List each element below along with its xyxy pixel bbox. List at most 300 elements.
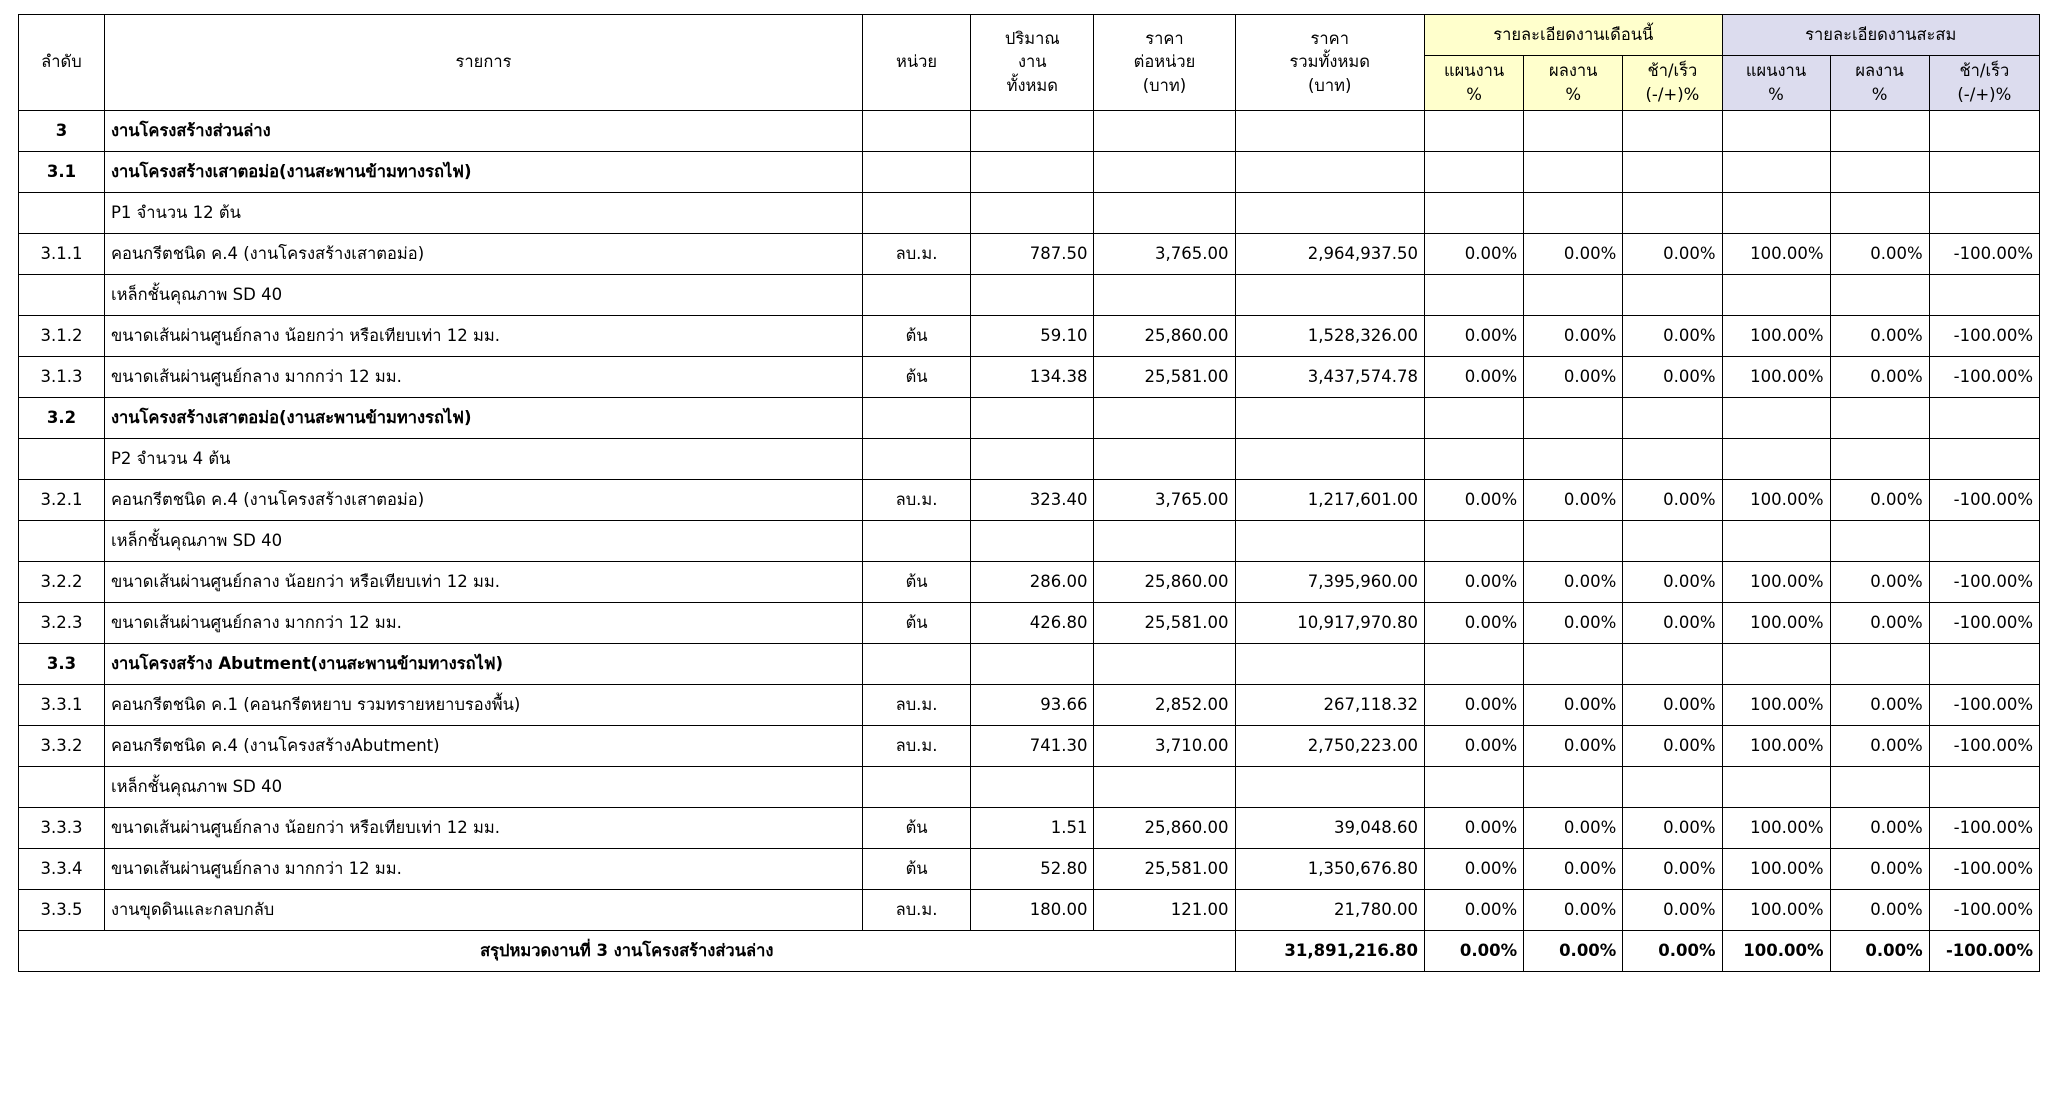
row-cumulative-plan xyxy=(1722,397,1830,438)
row-month-diff: 0.00% xyxy=(1623,807,1722,848)
row-number xyxy=(19,274,105,315)
row-quantity: 134.38 xyxy=(971,356,1094,397)
row-cumulative-plan xyxy=(1722,151,1830,192)
row-description: เหล็กชั้นคุณภาพ SD 40 xyxy=(104,520,862,561)
row-number: 3.3 xyxy=(19,643,105,684)
row-month-diff: 0.00% xyxy=(1623,233,1722,274)
row-cumulative-diff xyxy=(1929,192,2039,233)
row-cumulative-diff xyxy=(1929,397,2039,438)
row-unit-price xyxy=(1094,438,1235,479)
row-month-diff: 0.00% xyxy=(1623,889,1722,930)
header-row-top xyxy=(19,15,2040,56)
row-month-diff: 0.00% xyxy=(1623,479,1722,520)
row-month-plan xyxy=(1425,397,1524,438)
row-cumulative-actual: 0.00% xyxy=(1830,561,1929,602)
row-month-diff: 0.00% xyxy=(1623,356,1722,397)
row-number: 3 xyxy=(19,110,105,151)
row-cumulative-diff xyxy=(1929,643,2039,684)
row-month-diff xyxy=(1623,110,1722,151)
row-quantity xyxy=(971,274,1094,315)
row-number: 3.1.1 xyxy=(19,233,105,274)
row-unit-price: 25,860.00 xyxy=(1094,807,1235,848)
row-total-price: 267,118.32 xyxy=(1235,684,1425,725)
header-col-unit: หน่วย xyxy=(863,15,971,111)
row-total-price xyxy=(1235,438,1425,479)
table-row xyxy=(19,848,2040,889)
header-col-total-price-line2: รวมทั้งหมด xyxy=(1289,52,1370,72)
row-cumulative-diff: -100.00% xyxy=(1929,479,2039,520)
row-description: งานโครงสร้างส่วนล่าง xyxy=(104,110,862,151)
table-row xyxy=(19,397,2040,438)
row-unit: ต้น xyxy=(863,315,971,356)
row-cumulative-plan: 100.00% xyxy=(1722,356,1830,397)
header-cumulative-diff-unit: (-/+)% xyxy=(1957,84,2012,104)
header-cumulative-diff xyxy=(1929,56,2039,111)
row-month-actual: 0.00% xyxy=(1524,479,1623,520)
row-unit: ต้น xyxy=(863,561,971,602)
row-total-price: 21,780.00 xyxy=(1235,889,1425,930)
row-total-price xyxy=(1235,151,1425,192)
row-description: งานโครงสร้างเสาตอม่อ(งานสะพานข้ามทางรถไฟ) xyxy=(104,151,862,192)
row-month-plan xyxy=(1425,438,1524,479)
row-total-price xyxy=(1235,766,1425,807)
row-description: P2 จำนวน 4 ต้น xyxy=(104,438,862,479)
row-cumulative-plan: 100.00% xyxy=(1722,561,1830,602)
header-month-plan-unit: % xyxy=(1466,84,1482,104)
row-unit xyxy=(863,151,971,192)
table-body xyxy=(19,110,2040,930)
row-cumulative-diff xyxy=(1929,438,2039,479)
row-cumulative-diff xyxy=(1929,110,2039,151)
row-month-actual: 0.00% xyxy=(1524,684,1623,725)
row-unit: ต้น xyxy=(863,807,971,848)
summary-month-actual: 0.00% xyxy=(1524,930,1623,971)
row-quantity: 1.51 xyxy=(971,807,1094,848)
row-month-actual: 0.00% xyxy=(1524,233,1623,274)
row-total-price: 2,750,223.00 xyxy=(1235,725,1425,766)
row-number: 3.1 xyxy=(19,151,105,192)
boq-table xyxy=(18,14,2040,972)
row-cumulative-actual: 0.00% xyxy=(1830,848,1929,889)
row-number: 3.3.4 xyxy=(19,848,105,889)
row-number: 3.3.5 xyxy=(19,889,105,930)
row-total-price: 1,528,326.00 xyxy=(1235,315,1425,356)
row-cumulative-diff: -100.00% xyxy=(1929,807,2039,848)
table-row xyxy=(19,520,2040,561)
table-row xyxy=(19,479,2040,520)
row-description: ขนาดเส้นผ่านศูนย์กลาง น้อยกว่า หรือเทียบเท่า 12 มม. xyxy=(104,315,862,356)
row-description: ขนาดเส้นผ่านศูนย์กลาง น้อยกว่า หรือเทียบเท่า 12 มม. xyxy=(104,807,862,848)
row-cumulative-plan xyxy=(1722,274,1830,315)
row-month-diff: 0.00% xyxy=(1623,684,1722,725)
header-col-total-price-line3: (บาท) xyxy=(1308,76,1352,96)
row-month-actual: 0.00% xyxy=(1524,602,1623,643)
table-row xyxy=(19,274,2040,315)
row-unit: ลบ.ม. xyxy=(863,684,971,725)
row-description: ขนาดเส้นผ่านศูนย์กลาง มากกว่า 12 มม. xyxy=(104,848,862,889)
header-month-actual-unit: % xyxy=(1565,84,1582,104)
row-unit-price: 25,860.00 xyxy=(1094,315,1235,356)
row-month-actual: 0.00% xyxy=(1524,356,1623,397)
row-month-actual xyxy=(1524,438,1623,479)
row-quantity: 93.66 xyxy=(971,684,1094,725)
row-cumulative-actual xyxy=(1830,151,1929,192)
row-cumulative-plan xyxy=(1722,643,1830,684)
table-row xyxy=(19,151,2040,192)
row-quantity: 286.00 xyxy=(971,561,1094,602)
row-month-plan xyxy=(1425,192,1524,233)
row-quantity xyxy=(971,151,1094,192)
row-unit-price xyxy=(1094,274,1235,315)
row-month-diff: 0.00% xyxy=(1623,315,1722,356)
header-col-unit-price-line1: ราคา xyxy=(1145,28,1184,48)
row-number: 3.3.2 xyxy=(19,725,105,766)
row-unit-price xyxy=(1094,520,1235,561)
row-month-plan xyxy=(1425,643,1524,684)
row-total-price xyxy=(1235,192,1425,233)
row-unit: ลบ.ม. xyxy=(863,479,971,520)
row-cumulative-plan: 100.00% xyxy=(1722,479,1830,520)
row-unit-price: 121.00 xyxy=(1094,889,1235,930)
row-total-price xyxy=(1235,643,1425,684)
row-month-actual xyxy=(1524,151,1623,192)
row-cumulative-diff xyxy=(1929,766,2039,807)
row-month-actual: 0.00% xyxy=(1524,807,1623,848)
row-cumulative-actual: 0.00% xyxy=(1830,356,1929,397)
row-cumulative-diff: -100.00% xyxy=(1929,356,2039,397)
row-total-price: 2,964,937.50 xyxy=(1235,233,1425,274)
row-cumulative-actual: 0.00% xyxy=(1830,807,1929,848)
row-month-actual: 0.00% xyxy=(1524,889,1623,930)
row-description: คอนกรีตชนิด ค.4 (งานโครงสร้างเสาตอม่อ) xyxy=(104,233,862,274)
header-cumulative-diff-label: ช้า/เร็ว xyxy=(1959,61,2010,80)
table-row xyxy=(19,684,2040,725)
row-number: 3.2.3 xyxy=(19,602,105,643)
row-cumulative-plan: 100.00% xyxy=(1722,315,1830,356)
row-number: 3.2.1 xyxy=(19,479,105,520)
row-month-plan: 0.00% xyxy=(1425,725,1524,766)
row-month-plan: 0.00% xyxy=(1425,479,1524,520)
row-unit xyxy=(863,643,971,684)
header-col-description: รายการ xyxy=(104,15,862,111)
table-row xyxy=(19,315,2040,356)
row-cumulative-diff: -100.00% xyxy=(1929,602,2039,643)
header-cumulative-actual xyxy=(1830,56,1929,111)
header-month-diff-unit: (-/+)% xyxy=(1645,84,1700,104)
row-unit-price: 25,860.00 xyxy=(1094,561,1235,602)
row-cumulative-actual xyxy=(1830,766,1929,807)
table-row xyxy=(19,192,2040,233)
row-quantity xyxy=(971,397,1094,438)
row-unit: ลบ.ม. xyxy=(863,233,971,274)
row-unit: ต้น xyxy=(863,848,971,889)
row-month-diff xyxy=(1623,274,1722,315)
table-row xyxy=(19,233,2040,274)
row-number: 3.3.1 xyxy=(19,684,105,725)
row-month-plan: 0.00% xyxy=(1425,889,1524,930)
row-unit: ลบ.ม. xyxy=(863,889,971,930)
row-unit-price xyxy=(1094,766,1235,807)
row-total-price: 39,048.60 xyxy=(1235,807,1425,848)
header-group-cumulative: รายละเอียดงานสะสม xyxy=(1722,15,2039,56)
row-month-diff xyxy=(1623,151,1722,192)
row-month-plan xyxy=(1425,520,1524,561)
row-unit: ต้น xyxy=(863,356,971,397)
row-cumulative-plan xyxy=(1722,192,1830,233)
row-month-actual xyxy=(1524,397,1623,438)
row-cumulative-actual xyxy=(1830,643,1929,684)
header-col-unit-price xyxy=(1094,15,1235,111)
row-description: เหล็กชั้นคุณภาพ SD 40 xyxy=(104,766,862,807)
header-cumulative-plan-label: แผนงาน xyxy=(1745,61,1807,80)
row-cumulative-diff: -100.00% xyxy=(1929,848,2039,889)
row-number: 3.1.3 xyxy=(19,356,105,397)
row-quantity xyxy=(971,192,1094,233)
row-month-plan: 0.00% xyxy=(1425,602,1524,643)
row-cumulative-diff: -100.00% xyxy=(1929,315,2039,356)
row-cumulative-actual xyxy=(1830,438,1929,479)
row-cumulative-actual xyxy=(1830,110,1929,151)
table-row xyxy=(19,356,2040,397)
table-row xyxy=(19,725,2040,766)
row-month-actual: 0.00% xyxy=(1524,315,1623,356)
row-month-diff: 0.00% xyxy=(1623,725,1722,766)
row-month-actual: 0.00% xyxy=(1524,725,1623,766)
row-cumulative-plan: 100.00% xyxy=(1722,684,1830,725)
row-cumulative-diff: -100.00% xyxy=(1929,233,2039,274)
row-cumulative-actual: 0.00% xyxy=(1830,315,1929,356)
row-cumulative-plan: 100.00% xyxy=(1722,725,1830,766)
row-unit-price xyxy=(1094,192,1235,233)
row-total-price: 7,395,960.00 xyxy=(1235,561,1425,602)
row-cumulative-diff: -100.00% xyxy=(1929,684,2039,725)
row-unit-price: 3,710.00 xyxy=(1094,725,1235,766)
row-quantity xyxy=(971,438,1094,479)
row-month-actual xyxy=(1524,766,1623,807)
row-quantity xyxy=(971,110,1094,151)
row-number xyxy=(19,438,105,479)
header-cumulative-actual-unit: % xyxy=(1871,84,1888,104)
row-cumulative-plan: 100.00% xyxy=(1722,233,1830,274)
header-col-quantity-line3: ทั้งหมด xyxy=(1006,76,1058,96)
row-description: ขนาดเส้นผ่านศูนย์กลาง มากกว่า 12 มม. xyxy=(104,356,862,397)
row-description: ขนาดเส้นผ่านศูนย์กลาง มากกว่า 12 มม. xyxy=(104,602,862,643)
row-quantity: 741.30 xyxy=(971,725,1094,766)
row-description: คอนกรีตชนิด ค.1 (คอนกรีตหยาบ รวมทรายหยาบรองพื้น) xyxy=(104,684,862,725)
row-quantity: 180.00 xyxy=(971,889,1094,930)
table-row xyxy=(19,807,2040,848)
row-cumulative-plan xyxy=(1722,438,1830,479)
row-description: เหล็กชั้นคุณภาพ SD 40 xyxy=(104,274,862,315)
row-quantity: 59.10 xyxy=(971,315,1094,356)
row-month-diff: 0.00% xyxy=(1623,561,1722,602)
row-unit-price xyxy=(1094,643,1235,684)
row-unit: ต้น xyxy=(863,602,971,643)
row-cumulative-plan xyxy=(1722,766,1830,807)
row-total-price xyxy=(1235,520,1425,561)
row-cumulative-plan: 100.00% xyxy=(1722,807,1830,848)
row-quantity: 52.80 xyxy=(971,848,1094,889)
table-row xyxy=(19,766,2040,807)
row-quantity: 323.40 xyxy=(971,479,1094,520)
row-quantity: 426.80 xyxy=(971,602,1094,643)
header-month-plan xyxy=(1425,56,1524,111)
row-cumulative-actual: 0.00% xyxy=(1830,602,1929,643)
row-cumulative-actual xyxy=(1830,397,1929,438)
row-quantity xyxy=(971,520,1094,561)
summary-month-plan: 0.00% xyxy=(1425,930,1524,971)
header-col-quantity-line1: ปริมาณ xyxy=(1004,28,1060,48)
table-row xyxy=(19,561,2040,602)
row-unit xyxy=(863,397,971,438)
row-quantity xyxy=(971,643,1094,684)
row-number: 3.3.3 xyxy=(19,807,105,848)
header-col-total-price xyxy=(1235,15,1425,111)
row-cumulative-diff xyxy=(1929,274,2039,315)
row-number: 3.1.2 xyxy=(19,315,105,356)
row-number: 3.2.2 xyxy=(19,561,105,602)
row-cumulative-actual xyxy=(1830,520,1929,561)
header-col-total-price-line1: ราคา xyxy=(1310,28,1349,48)
row-month-plan xyxy=(1425,110,1524,151)
row-month-diff xyxy=(1623,397,1722,438)
row-cumulative-plan xyxy=(1722,110,1830,151)
summary-cumulative-diff: -100.00% xyxy=(1929,930,2039,971)
row-month-plan: 0.00% xyxy=(1425,561,1524,602)
table-header xyxy=(19,15,2040,111)
row-cumulative-plan: 100.00% xyxy=(1722,602,1830,643)
header-month-plan-label: แผนงาน xyxy=(1444,61,1505,80)
row-cumulative-actual xyxy=(1830,192,1929,233)
row-total-price: 1,217,601.00 xyxy=(1235,479,1425,520)
table-row xyxy=(19,643,2040,684)
row-cumulative-actual: 0.00% xyxy=(1830,684,1929,725)
header-cumulative-plan xyxy=(1722,56,1830,111)
row-month-actual: 0.00% xyxy=(1524,561,1623,602)
table-row xyxy=(19,110,2040,151)
row-description: งานขุดดินและกลบกลับ xyxy=(104,889,862,930)
row-month-actual: 0.00% xyxy=(1524,848,1623,889)
row-cumulative-actual: 0.00% xyxy=(1830,725,1929,766)
header-col-no: ลำดับ xyxy=(19,15,105,111)
row-unit xyxy=(863,438,971,479)
row-month-actual xyxy=(1524,192,1623,233)
row-total-price: 1,350,676.80 xyxy=(1235,848,1425,889)
header-group-month: รายละเอียดงานเดือนนี้ xyxy=(1425,15,1723,56)
row-cumulative-actual: 0.00% xyxy=(1830,233,1929,274)
row-cumulative-actual: 0.00% xyxy=(1830,479,1929,520)
row-description: งานโครงสร้าง Abutment(งานสะพานข้ามทางรถไฟ) xyxy=(104,643,862,684)
row-month-plan: 0.00% xyxy=(1425,807,1524,848)
row-unit-price: 2,852.00 xyxy=(1094,684,1235,725)
row-month-plan xyxy=(1425,151,1524,192)
row-unit xyxy=(863,520,971,561)
row-cumulative-diff xyxy=(1929,151,2039,192)
header-col-unit-price-line3: (บาท) xyxy=(1142,76,1187,96)
row-cumulative-diff: -100.00% xyxy=(1929,725,2039,766)
row-quantity xyxy=(971,766,1094,807)
row-unit-price: 3,765.00 xyxy=(1094,233,1235,274)
row-unit-price xyxy=(1094,151,1235,192)
row-unit: ลบ.ม. xyxy=(863,725,971,766)
row-cumulative-diff: -100.00% xyxy=(1929,889,2039,930)
summary-month-diff: 0.00% xyxy=(1623,930,1722,971)
row-total-price xyxy=(1235,274,1425,315)
row-number xyxy=(19,192,105,233)
row-number xyxy=(19,766,105,807)
row-number xyxy=(19,520,105,561)
row-month-plan: 0.00% xyxy=(1425,684,1524,725)
row-description: งานโครงสร้างเสาตอม่อ(งานสะพานข้ามทางรถไฟ) xyxy=(104,397,862,438)
row-month-diff xyxy=(1623,520,1722,561)
row-month-plan: 0.00% xyxy=(1425,233,1524,274)
row-unit xyxy=(863,192,971,233)
row-month-diff xyxy=(1623,766,1722,807)
table-footer xyxy=(19,930,2040,971)
summary-cumulative-plan: 100.00% xyxy=(1722,930,1830,971)
header-col-unit-price-line2: ต่อหน่วย xyxy=(1133,52,1196,72)
row-total-price: 3,437,574.78 xyxy=(1235,356,1425,397)
row-total-price: 10,917,970.80 xyxy=(1235,602,1425,643)
row-month-plan: 0.00% xyxy=(1425,315,1524,356)
row-month-diff xyxy=(1623,438,1722,479)
header-col-quantity xyxy=(971,15,1094,111)
header-month-diff-label: ช้า/เร็ว xyxy=(1647,61,1698,80)
row-unit xyxy=(863,274,971,315)
row-month-diff: 0.00% xyxy=(1623,848,1722,889)
row-description: ขนาดเส้นผ่านศูนย์กลาง น้อยกว่า หรือเทียบเท่า 12 มม. xyxy=(104,561,862,602)
row-number: 3.2 xyxy=(19,397,105,438)
header-cumulative-actual-label: ผลงาน xyxy=(1855,61,1904,80)
row-unit-price: 25,581.00 xyxy=(1094,356,1235,397)
row-quantity: 787.50 xyxy=(971,233,1094,274)
row-unit xyxy=(863,110,971,151)
row-cumulative-actual: 0.00% xyxy=(1830,889,1929,930)
row-unit-price xyxy=(1094,110,1235,151)
row-month-plan: 0.00% xyxy=(1425,356,1524,397)
row-cumulative-plan: 100.00% xyxy=(1722,848,1830,889)
row-cumulative-diff xyxy=(1929,520,2039,561)
header-cumulative-plan-unit: % xyxy=(1768,84,1784,104)
row-cumulative-plan: 100.00% xyxy=(1722,889,1830,930)
row-unit-price: 25,581.00 xyxy=(1094,602,1235,643)
row-month-plan: 0.00% xyxy=(1425,848,1524,889)
table-row xyxy=(19,889,2040,930)
row-total-price xyxy=(1235,110,1425,151)
row-total-price xyxy=(1235,397,1425,438)
row-month-plan xyxy=(1425,766,1524,807)
row-month-diff xyxy=(1623,192,1722,233)
row-month-plan xyxy=(1425,274,1524,315)
header-month-actual-label: ผลงาน xyxy=(1549,61,1598,80)
row-unit-price: 3,765.00 xyxy=(1094,479,1235,520)
row-description: คอนกรีตชนิด ค.4 (งานโครงสร้างAbutment) xyxy=(104,725,862,766)
row-cumulative-diff: -100.00% xyxy=(1929,561,2039,602)
summary-total: 31,891,216.80 xyxy=(1235,930,1425,971)
header-month-diff xyxy=(1623,56,1722,111)
row-description: คอนกรีตชนิด ค.4 (งานโครงสร้างเสาตอม่อ) xyxy=(104,479,862,520)
summary-label: สรุปหมวดงานที่ 3 งานโครงสร้างส่วนล่าง xyxy=(19,930,1236,971)
summary-cumulative-actual: 0.00% xyxy=(1830,930,1929,971)
row-month-actual xyxy=(1524,643,1623,684)
row-month-diff: 0.00% xyxy=(1623,602,1722,643)
table-row xyxy=(19,438,2040,479)
row-unit-price: 25,581.00 xyxy=(1094,848,1235,889)
row-unit xyxy=(863,766,971,807)
row-month-actual xyxy=(1524,520,1623,561)
summary-row xyxy=(19,930,2040,971)
table-row xyxy=(19,602,2040,643)
